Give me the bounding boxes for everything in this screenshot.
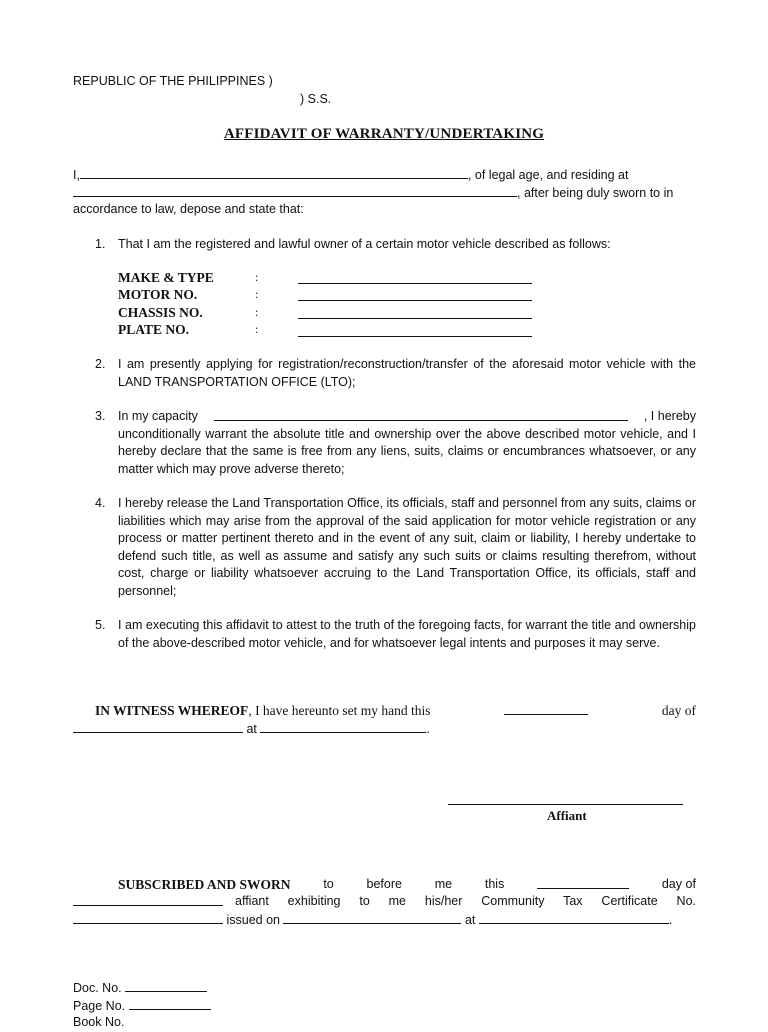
- item-4-text: I hereby release the Land Transportation Office, its officials, staff and personnel from any suits, claims or liabilities which may arise from the approval of the said application for motor vehicle registration or any process or matter pertinent thereto and in the event of any suit, claim or liability, I hereby undertake to defend such title, as well as assume and satisfy any such suits or claims resulting therefrom, without cost, charge or liability whatsoever accruing to the Land Transportation Office, its officials, staff and personnel;: [118, 496, 696, 598]
- item-3-suffix: , I hereby: [643, 409, 696, 423]
- intro-line-3: accordance to law, depose and state that:: [73, 202, 304, 216]
- make-type-colon: :: [255, 270, 259, 284]
- jurat-day-of: day of: [661, 877, 696, 891]
- motor-no-label: MOTOR NO.: [118, 287, 198, 302]
- plate-no-colon: :: [255, 322, 259, 336]
- jurat-at: at: [464, 913, 476, 927]
- jurat-day-blank[interactable]: [537, 876, 629, 889]
- witness-at: at: [246, 722, 257, 736]
- witness-day-blank[interactable]: [504, 702, 588, 715]
- jurat-issued-on: issued on: [226, 913, 280, 927]
- book-no-label: Book No.: [73, 1015, 125, 1029]
- jurat-month-year-blank[interactable]: [73, 893, 223, 906]
- plate-no-label: PLATE NO.: [118, 322, 190, 337]
- witness-period: .: [426, 722, 430, 736]
- witness-bold: IN WITNESS WHEREOF: [95, 703, 249, 718]
- jurat-word-to: to: [323, 877, 334, 891]
- ctc-place-blank[interactable]: [479, 911, 669, 924]
- motor-no-colon: :: [255, 287, 259, 301]
- item-1-number: 1.: [95, 237, 106, 251]
- jurat-bold: SUBSCRIBED AND SWORN: [118, 877, 291, 892]
- affiant-label: Affiant: [547, 808, 587, 823]
- doc-no-blank[interactable]: [125, 979, 207, 992]
- item-3-first-line: [118, 408, 696, 426]
- item-5-text: I am executing this affidavit to attest to the truth of the foregoing facts, for warrant the title and ownership of the above-described motor vehicle, and for whatsoever legal intents and purposes it may serve.: [118, 618, 696, 650]
- make-type-blank[interactable]: [298, 283, 532, 284]
- witness-place-blank[interactable]: [260, 720, 426, 733]
- page-no-label: Page No.: [73, 999, 126, 1013]
- affiant-signature-line[interactable]: [448, 804, 683, 805]
- chassis-no-blank[interactable]: [298, 318, 532, 319]
- intro-line-2: [73, 184, 696, 203]
- book-no-row: [73, 1014, 124, 1032]
- plate-no-blank[interactable]: [298, 336, 532, 337]
- item-1-text: That I am the registered and lawful owner of a certain motor vehicle described as follows:: [118, 237, 611, 251]
- witness-line-1: [95, 702, 696, 720]
- ctc-number-blank[interactable]: [73, 911, 223, 924]
- jurat-word-before: before: [366, 877, 402, 891]
- page-no-row: [73, 997, 211, 1016]
- witness-line-2: [73, 720, 430, 739]
- residence-blank[interactable]: [73, 184, 517, 197]
- item-2-number: 2.: [95, 357, 106, 371]
- venue-line-2: ) S.S.: [300, 92, 332, 106]
- chassis-no-colon: :: [255, 305, 259, 319]
- page-no-blank[interactable]: [129, 997, 211, 1010]
- intro-after-sworn: , after being duly sworn to in: [517, 186, 674, 200]
- intro-legal-age: , of legal age, and residing at: [467, 168, 629, 182]
- jurat-ctc-text: affiant exhibiting to me his/her Community Tax Certificate No.: [235, 894, 696, 908]
- jurat-line-1: [118, 876, 696, 894]
- item-3-number: 3.: [95, 409, 106, 423]
- jurat-line-3: [73, 911, 672, 930]
- affiant-name-blank[interactable]: [80, 166, 468, 179]
- ctc-date-blank[interactable]: [283, 911, 461, 924]
- item-3-text: unconditionally warrant the absolute title and ownership over the above described motor vehicle, and I hereby declare that the same is free from any liens, suits, claims or encumbrances whatsoever, or any matter which may prove adverse thereto;: [118, 426, 696, 476]
- doc-no-label: Doc. No.: [73, 981, 122, 995]
- witness-month-year-blank[interactable]: [73, 720, 243, 733]
- item-2-text: I am presently applying for registration/reconstruction/transfer of the aforesaid motor vehicle with the LAND TRANSPORTATION OFFICE (LTO);: [118, 357, 696, 389]
- item-5-number: 5.: [95, 618, 106, 632]
- venue-line-1: REPUBLIC OF THE PHILIPPINES ): [73, 74, 273, 88]
- jurat-word-this: this: [484, 877, 505, 891]
- chassis-no-label: CHASSIS NO.: [118, 305, 203, 320]
- intro-i: I,: [73, 168, 80, 182]
- capacity-blank[interactable]: [214, 408, 628, 421]
- jurat-period: .: [668, 913, 673, 927]
- witness-text: , I have hereunto set my hand this: [248, 703, 431, 718]
- document-title: AFFIDAVIT OF WARRANTY/UNDERTAKING: [223, 126, 545, 142]
- item-4-number: 4.: [95, 496, 106, 510]
- jurat-word-me: me: [434, 877, 453, 891]
- doc-no-row: [73, 979, 207, 998]
- intro-line-1: [73, 166, 696, 185]
- item-3-prefix: In my capacity: [118, 409, 198, 423]
- motor-no-blank[interactable]: [298, 300, 532, 301]
- jurat-line-2: [73, 893, 696, 911]
- item-3-block: [118, 408, 696, 478]
- witness-day-of: day of: [661, 703, 696, 718]
- make-type-label: MAKE & TYPE: [118, 270, 214, 285]
